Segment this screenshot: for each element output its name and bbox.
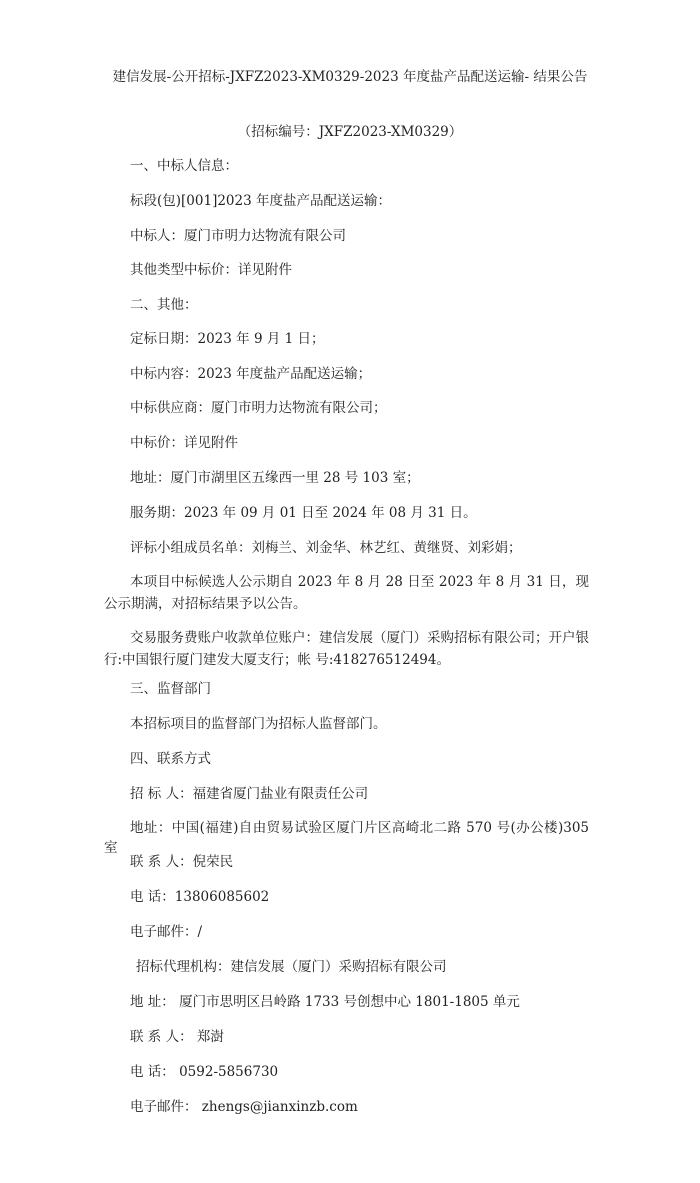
account-info: 交易服务费账户收款单位账户：建信发展（厦门）采购招标有限公司；开户银行:中国银行厦门建发大厦支行；帐 号:418276512494。 xyxy=(104,630,589,668)
section2-heading: 二、其他： xyxy=(130,297,198,313)
tenderer-email: 电子邮件：/ xyxy=(130,924,203,940)
service-period: 服务期：2023 年 09 月 01 日至 2024 年 08 月 31 日。 xyxy=(130,505,477,521)
section3-heading: 三、监督部门 xyxy=(130,681,211,697)
document-title: 建信发展-公开招标-JXFZ2023-XM0329-2023 年度盐产品配送运输- 结果公告 xyxy=(112,69,588,85)
award-price: 中标价：详见附件 xyxy=(130,435,238,451)
award-content: 中标内容：2023 年度盐产品配送运输； xyxy=(130,366,372,382)
supervision-text: 本招标项目的监督部门为招标人监督部门。 xyxy=(130,716,387,732)
lot-info: 标段(包)[001]2023 年度盐产品配送运输： xyxy=(130,193,391,209)
tenderer-contact: 联 系 人：倪荣民 xyxy=(130,854,234,870)
tenderer-address: 地址：中国(福建)自由贸易试验区厦门片区高崎北二路 570 号(办公楼)305 室 xyxy=(104,820,589,856)
winning-price: 其他类型中标价：详见附件 xyxy=(130,262,292,278)
agency-name: 招标代理机构：建信发展（厦门）采购招标有限公司 xyxy=(136,959,447,975)
agency-email: 电子邮件： zhengs@jianxinzb.com xyxy=(130,1099,358,1115)
publicity-notice: 本项目中标候选人公示期自 2023 年 8 月 28 日至 2023 年 8 月 31 日，现公示期满，对招标结果予以公告。 xyxy=(104,574,589,612)
tenderer-phone: 电 话：13806085602 xyxy=(130,889,270,905)
tenderer-name: 招 标 人：福建省厦门盐业有限责任公司 xyxy=(130,786,369,802)
tender-number: （招标编号：JXFZ2023-XM0329） xyxy=(237,124,463,140)
award-date: 定标日期：2023 年 9 月 1 日； xyxy=(130,331,325,347)
agency-contact: 联 系 人： 郑澍 xyxy=(130,1029,224,1045)
agency-phone: 电 话： 0592-5856730 xyxy=(130,1064,279,1080)
section4-heading: 四、联系方式 xyxy=(130,751,211,767)
winner-info: 中标人：厦门市明力达物流有限公司 xyxy=(130,228,346,244)
award-supplier: 中标供应商：厦门市明力达物流有限公司； xyxy=(130,400,387,416)
committee-members: 评标小组成员名单：刘梅兰、刘金华、林艺红、黄继贤、刘彩娟； xyxy=(130,540,522,556)
agency-address: 地 址： 厦门市思明区吕岭路 1733 号创想中心 1801-1805 单元 xyxy=(130,994,520,1010)
section1-heading: 一、中标人信息： xyxy=(130,158,238,174)
supplier-address: 地址：厦门市湖里区五缘西一里 28 号 103 室； xyxy=(130,470,420,486)
